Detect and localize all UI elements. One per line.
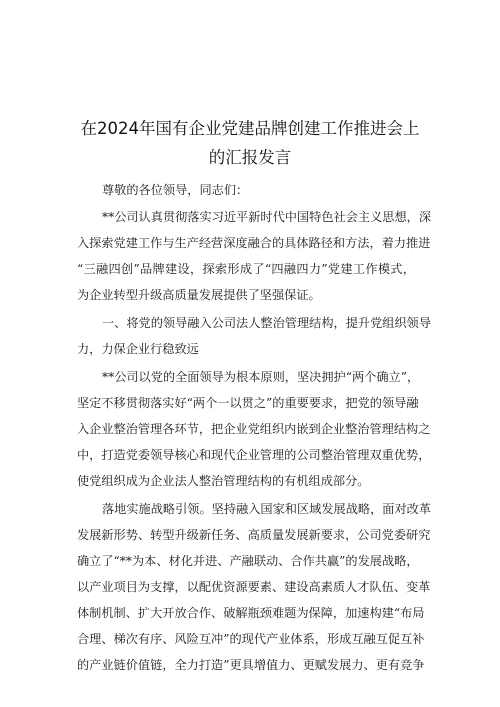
- document-title-line-1: 在2024年国有企业党建品牌创建工作推进会上: [80, 119, 420, 138]
- body-line: 体制机制、扩大开放合作、破解瓶颈难题为保障，加速构建“布局: [77, 606, 425, 620]
- body-line: 合理、梯次有序、风险互冲”的现代产业体系，形成互融互促互补: [77, 632, 425, 646]
- body-line: 为企业转型升级高质量发展提供了坚强保证。: [77, 288, 321, 302]
- body-line: **公司以党的全面领导为根本原则，坚决拥护“两个确立”，: [102, 370, 420, 384]
- body-line: 中，打造党委领导核心和现代企业管理的公司整治管理双重优势，: [77, 448, 431, 462]
- body-line: 确立了“**为本、材化并进、产融联动、合作共赢”的发展战略，: [77, 554, 419, 568]
- body-line: 以产业项目为支撑，以配优资源要素、建设高素质人才队伍、变革: [77, 580, 431, 594]
- body-line: 入企业整治管理各环节，把企业党组织内嵌到企业整治管理结构之: [77, 422, 431, 436]
- body-line: 的产业链价值链，全力打造”更具增值力、更赋发展力、更有竞争: [77, 658, 425, 672]
- section-heading-line: 一、将党的领导融入公司法人整治管理结构，提升党组织领导: [102, 316, 432, 330]
- section-heading-line: 力，力保企业行稳致远: [77, 342, 199, 356]
- document-title-line-2: 的汇报发言: [208, 148, 292, 167]
- body-line: 发展新形势、转型升级新任务、高质量发展新要求，公司党委研究: [77, 528, 431, 542]
- body-line: “三融四创”品牌建设，探索形成了“四融四力”党建工作模式，: [77, 262, 415, 276]
- body-line: **公司认真贯彻落实习近平新时代中国特色社会主义思想，深: [102, 210, 432, 224]
- body-line: 落地实施战略引领。坚持融入国家和区域发展战略，面对改革: [102, 502, 432, 516]
- body-line: 入探索党建工作与生产经营深度融合的具体路径和方法，着力推进: [77, 236, 431, 250]
- body-line: 坚定不移贯彻落实好“两个一以贯之”的重要要求，把党的领导融: [77, 396, 419, 410]
- salutation: 尊敬的各位领导，同志们：: [102, 183, 249, 197]
- body-line: 使党组织成为企业法人整治管理结构的有机组成部分。: [77, 474, 370, 488]
